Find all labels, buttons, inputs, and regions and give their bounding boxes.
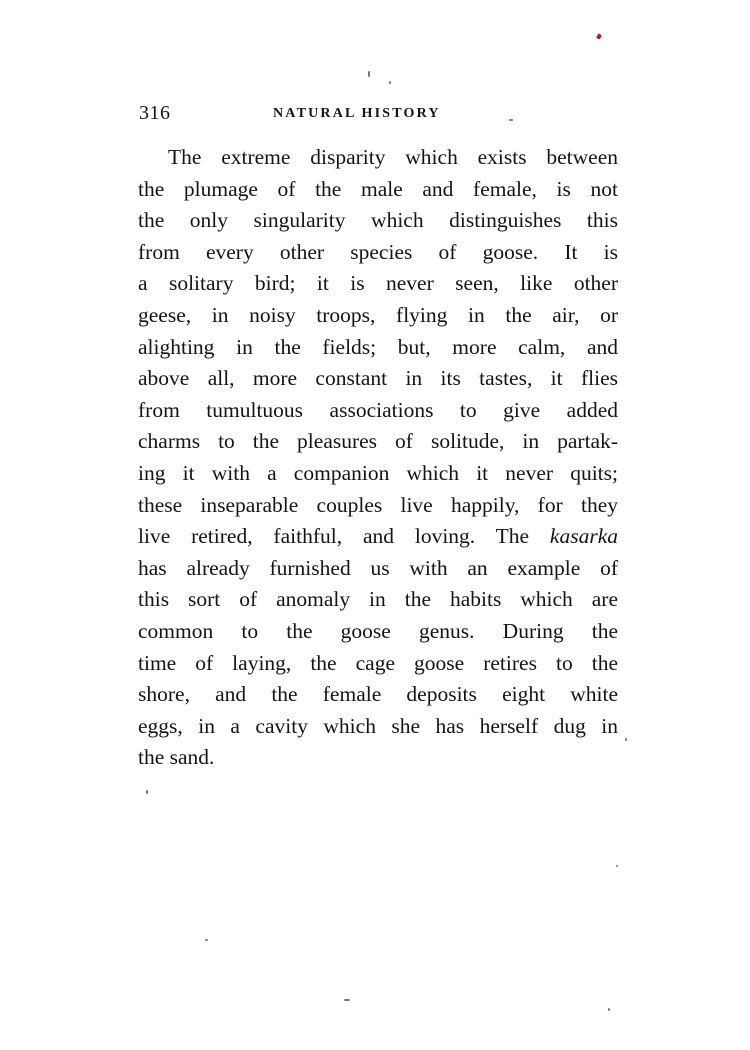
- page-number: 316: [139, 102, 171, 124]
- paper-speck: [625, 738, 627, 741]
- paper-speck: [509, 119, 513, 121]
- text-line: the plumage of the male and female, is not: [138, 176, 618, 201]
- text-line: this sort of anomaly in the habits which are: [138, 587, 618, 612]
- text-line: [138, 521, 618, 553]
- running-title: NATURAL HISTORY: [273, 106, 441, 121]
- text-line: from every other species of goose. It is: [138, 239, 618, 264]
- text-line: the sand.: [138, 745, 215, 770]
- text-line: common to the goose genus. During the: [138, 618, 618, 643]
- text-line: eggs, in a cavity which she has herself dug in: [138, 713, 618, 738]
- paper-speck: [205, 939, 208, 941]
- text-line: ing it with a companion which it never quits;: [138, 460, 618, 485]
- paper-speck: [616, 865, 618, 867]
- text-line: geese, in noisy troops, flying in the air, or: [138, 302, 618, 327]
- paper-speck: [389, 81, 391, 84]
- text-line: The extreme disparity which exists between: [168, 145, 618, 169]
- paper-speck: [146, 790, 148, 794]
- text-line: the only singularity which distinguishes this: [138, 208, 618, 233]
- italic-term: kasarka: [549, 524, 618, 549]
- text-line: above all, more constant in its tastes, it flies: [138, 366, 618, 391]
- text-line: these inseparable couples live happily, for they: [138, 492, 618, 517]
- text-line: charms to the pleasures of solitude, in partak-: [138, 429, 618, 454]
- text-line: alighting in the fields; but, more calm, and: [138, 334, 618, 359]
- text-line: shore, and the female deposits eight white: [138, 682, 618, 707]
- text-line-segment: live retired, faithful, and loving. The: [138, 524, 530, 549]
- paper-speck: [368, 71, 370, 77]
- paper-speck: [608, 1008, 610, 1011]
- text-line: has already furnished us with an example of: [138, 555, 618, 580]
- paper-speck: [344, 999, 350, 1001]
- ink-speck: [596, 33, 602, 39]
- running-head: [139, 102, 519, 130]
- text-line: from tumultuous associations to give added: [138, 397, 618, 422]
- text-line: time of laying, the cage goose retires to the: [138, 650, 618, 675]
- body-paragraph: [138, 142, 618, 774]
- text-line: a solitary bird; it is never seen, like other: [138, 271, 618, 296]
